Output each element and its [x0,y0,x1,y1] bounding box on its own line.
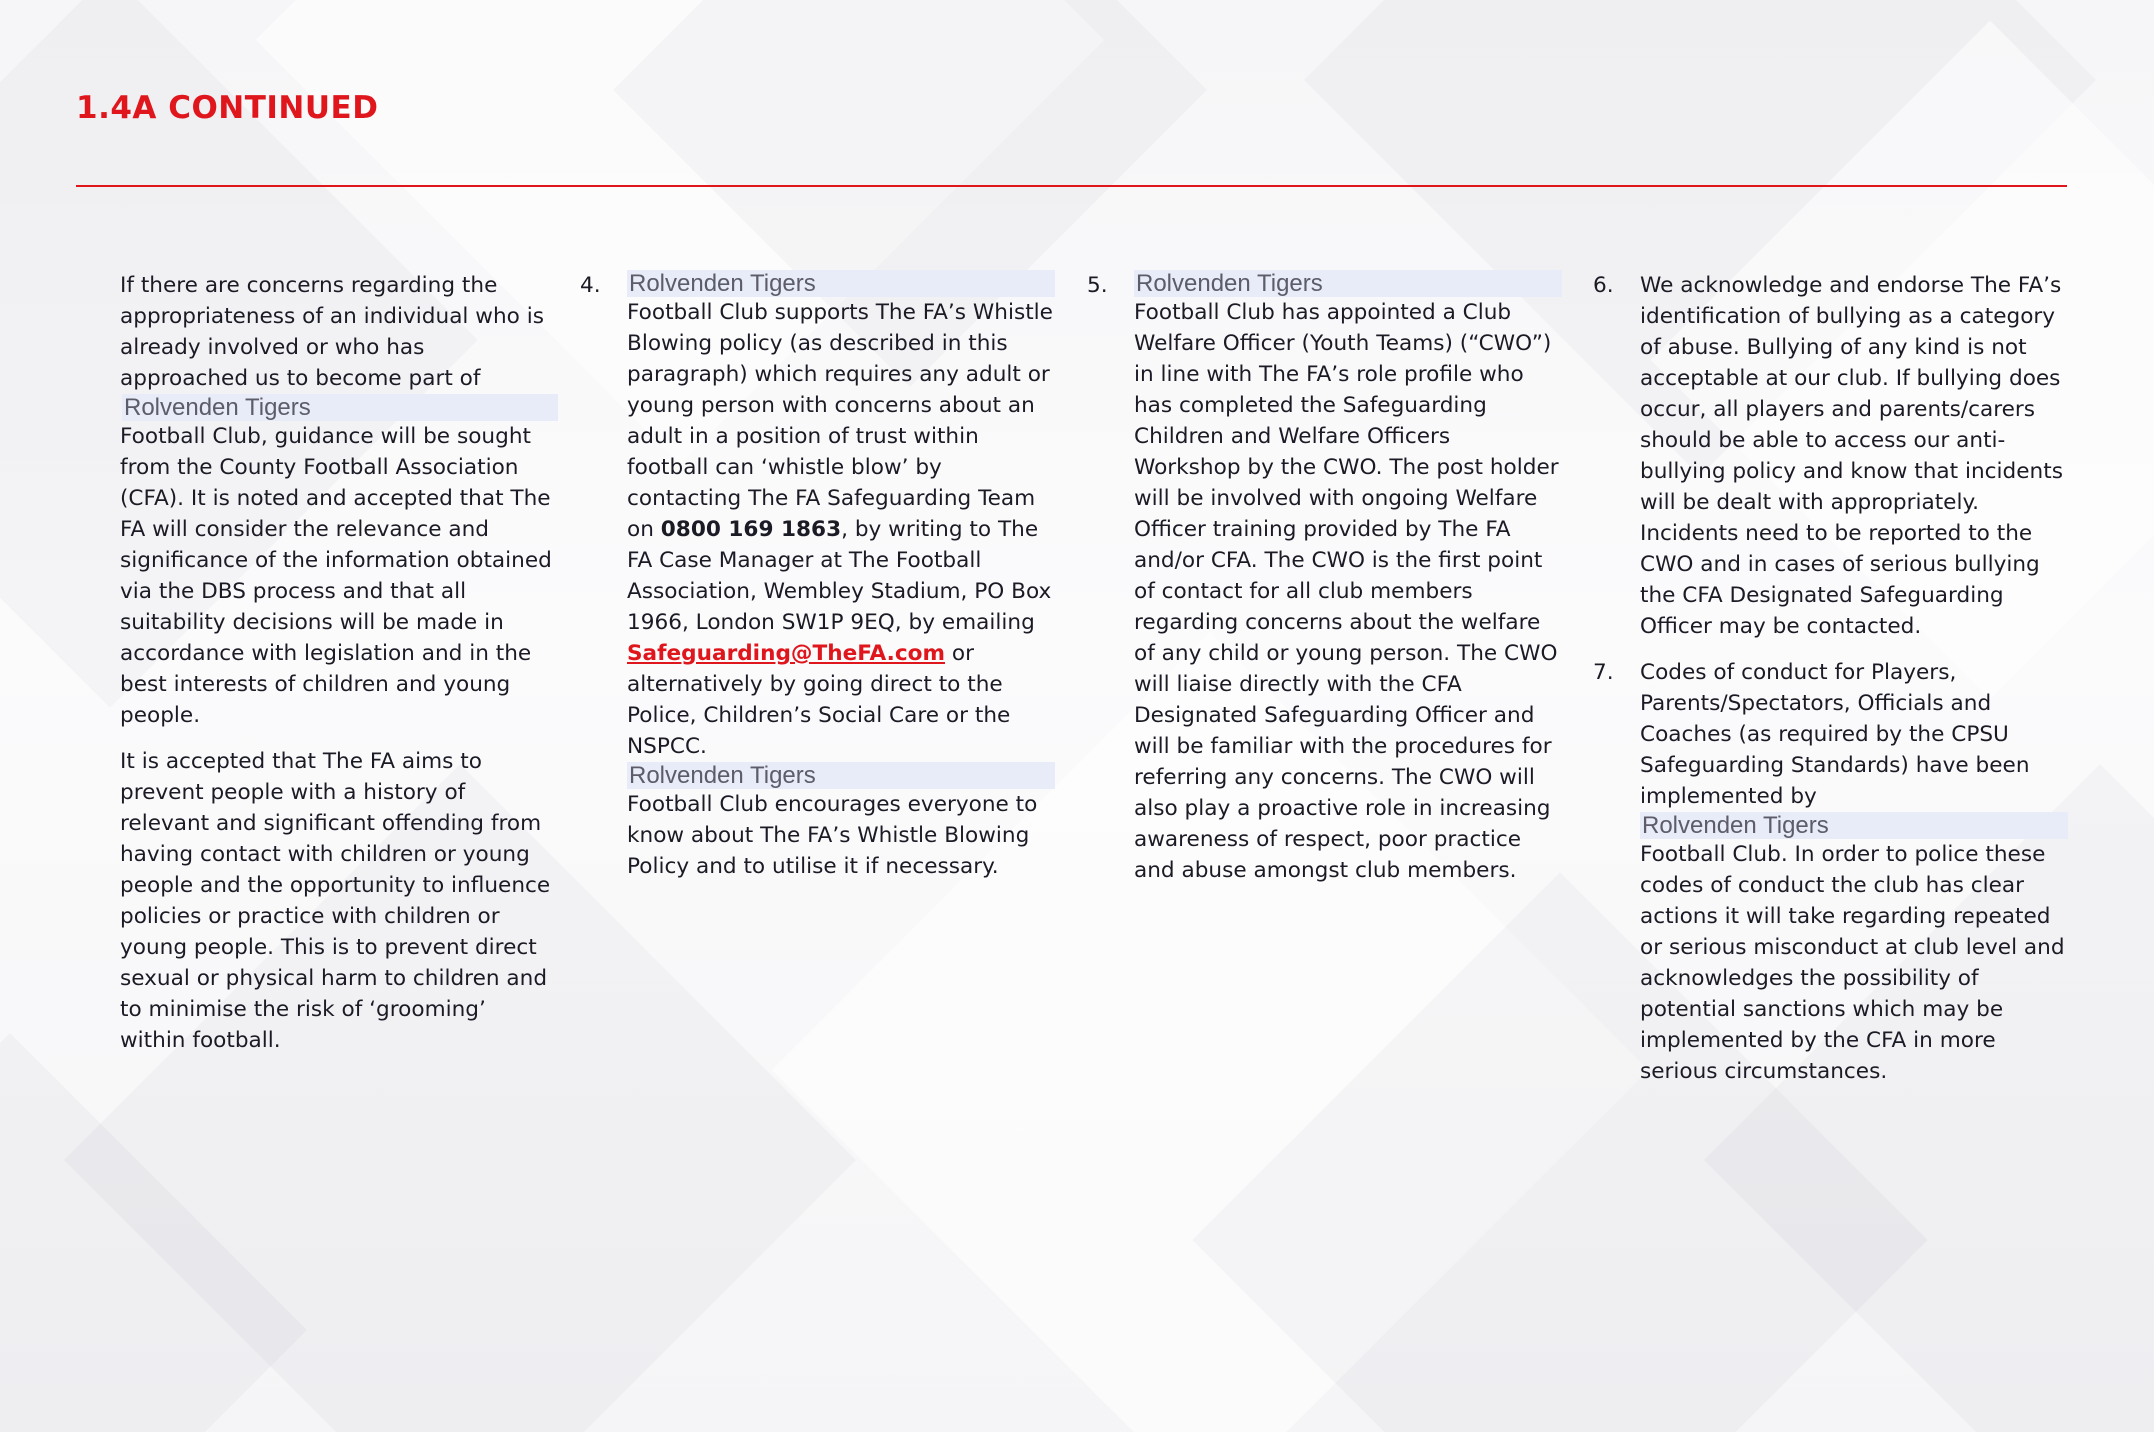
codes-of-conduct-paragraph-start: Codes of conduct for Players, Parents/Spectators, Officials and Coaches (as required by the CPSU Safeguarding Standards) have been implemented by [1640,660,2030,809]
alternative-contacts-text: or alternatively by going direct to the Police, Children’s Social Care or the NSPCC. [627,641,1011,759]
whistle-blowing-paragraph [627,297,1055,762]
column-2 [580,270,1055,882]
clause-6 [1593,270,2068,642]
club-name-field[interactable]: Rolvenden Tigers [627,270,1055,297]
clause-5 [1087,270,1562,886]
column-4 [1593,270,2068,1087]
intro-paragraph-start: If there are concerns regarding the appropriateness of an individual who is already involved or who has approached us to become part of [120,273,544,391]
whistle-blowing-encourage-paragraph: Football Club encourages everyone to know about The FA’s Whistle Blowing Policy and to utilise it if necessary. [627,792,1038,879]
heading-divider [76,185,2067,187]
club-name-field[interactable]: Rolvenden Tigers [1640,812,2068,839]
clause-7 [1593,657,2068,1087]
clause-number: 7. [1593,660,1614,685]
column-1 [120,270,556,1056]
bullying-paragraph: We acknowledge and endorse The FA’s identification of bullying as a category of abuse. Bullying of any kind is not acceptable at our club. If bullying does occur, all players and parents/carers should be able to access our anti-bullying policy and know that incidents will be dealt with appropriately. Incidents need to be reported to the CWO and in cases of serious bullying the CFA Designated Safeguarding Officer may be contacted. [1640,273,2063,639]
club-name-field[interactable]: Rolvenden Tigers [1134,270,1562,297]
welfare-officer-paragraph: Football Club has appointed a Club Welfare Officer (Youth Teams) (“CWO”) in line with The FA’s role profile who has completed the Safeguarding Children and Welfare Officers Workshop by the CWO. The post holder will be involved with ongoing Welfare Officer training provided by The FA and/or CFA. The CWO is the first point of contact for all club members regarding concerns about the welfare of any child or young person. The CWO will liaise directly with the CFA Designated Safeguarding Officer and will be familiar with the procedures for referring any concerns. The CWO will also play a proactive role in increasing awareness of respect, poor practice and abuse amongst club members. [1134,300,1559,883]
whistle-blowing-text: Football Club supports The FA’s Whistle Blowing policy (as described in this paragraph) which requires any adult or young person with concerns about an adult in a position of trust within football can ‘whistle blow’ by contacting The FA Safeguarding Team on [627,300,1053,542]
club-name-field[interactable]: Rolvenden Tigers [627,762,1055,789]
clause-4 [580,270,1055,882]
club-name-field[interactable]: Rolvenden Tigers [122,394,558,421]
page-heading: 1.4A CONTINUED [76,90,379,126]
prevention-paragraph: It is accepted that The FA aims to prevent people with a history of relevant and significant offending from having contact with children or young people and the opportunity to influence policies or practice with children or young people. This is to prevent direct sexual or physical harm to children and to minimise the risk of ‘grooming’ within football. [120,749,551,1053]
clause-number: 6. [1593,273,1614,298]
address-text: , by writing to The FA Case Manager at The Football Association, Wembley Stadium, PO Box 1966, London SW1P 9EQ, by emailing [627,517,1052,635]
safeguarding-phone-number: 0800 169 1863 [660,517,842,542]
codes-of-conduct-paragraph-end: Football Club. In order to police these codes of conduct the club has clear actions it will take regarding repeated or serious misconduct at club level and acknowledges the possibility of potential sanctions which may be implemented by the CFA in more serious circumstances. [1640,842,2065,1084]
clause-number: 4. [580,273,601,298]
clause-number: 5. [1087,273,1108,298]
column-3 [1087,270,1562,886]
intro-paragraph-end: Football Club, guidance will be sought from the County Football Association (CFA). It is noted and accepted that The FA will consider the relevance and significance of the information obtained via the DBS process and that all suitability decisions will be made in accordance with legislation and in the best interests of children and young people. [120,424,552,728]
safeguarding-email-link[interactable]: Safeguarding@TheFA.com [627,641,945,666]
